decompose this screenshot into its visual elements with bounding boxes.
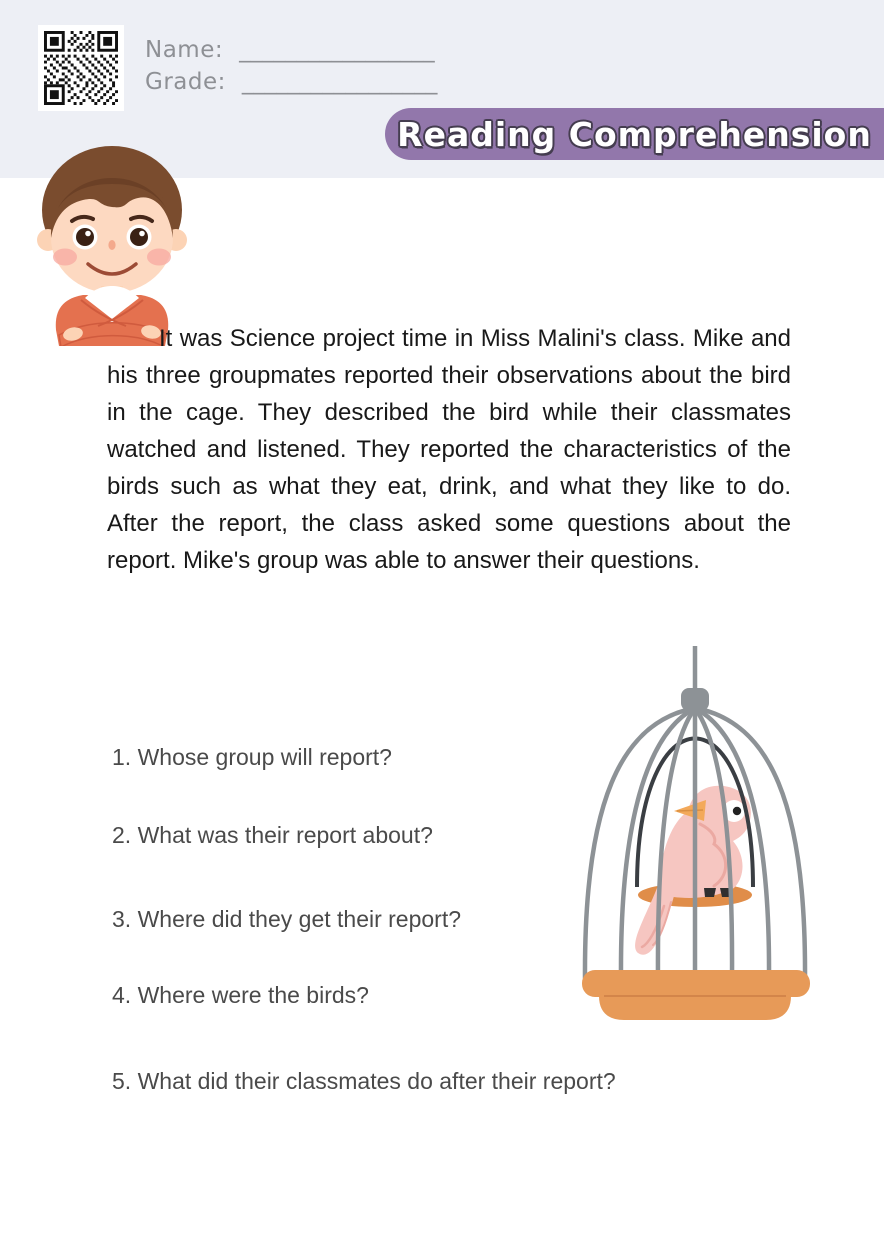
cage-bars xyxy=(585,708,805,978)
name-blank-line: _________________ xyxy=(239,37,435,63)
cage-base xyxy=(582,970,810,1020)
grade-row xyxy=(145,66,437,98)
question-5: 5. What did their classmates do after their report? xyxy=(112,1068,616,1094)
question-3: 3. Where did they get their report? xyxy=(112,906,462,932)
question-4: 4. Where were the birds? xyxy=(112,982,369,1008)
student-info xyxy=(145,34,437,98)
cage-knob xyxy=(681,688,709,711)
passage-text: It was Science project time in Miss Malini's class. Mike and his three groupmates reported their observations about the bird in the cage. They described the bird while their classmates watched and listened. They reported the characteristics of the birds such as what they eat, drink, and what they like to do. After the report, the class asked some questions about the report. Mike's group was able to answer their questions. xyxy=(107,325,791,574)
question-2: 2. What was their report about? xyxy=(112,822,433,848)
question-1: 1. Whose group will report? xyxy=(112,744,392,770)
birdcage-illustration xyxy=(562,644,814,1026)
grade-blank-line: _________________ xyxy=(241,69,438,95)
grade-label: Grade: xyxy=(145,69,226,95)
title-banner xyxy=(385,108,884,160)
name-row xyxy=(145,34,437,66)
boy-illustration xyxy=(28,138,196,346)
qr-code-icon xyxy=(38,25,124,111)
name-label: Name: xyxy=(145,37,224,63)
page-title: Reading Comprehension xyxy=(397,114,872,154)
qr-code-graphic xyxy=(38,25,124,111)
